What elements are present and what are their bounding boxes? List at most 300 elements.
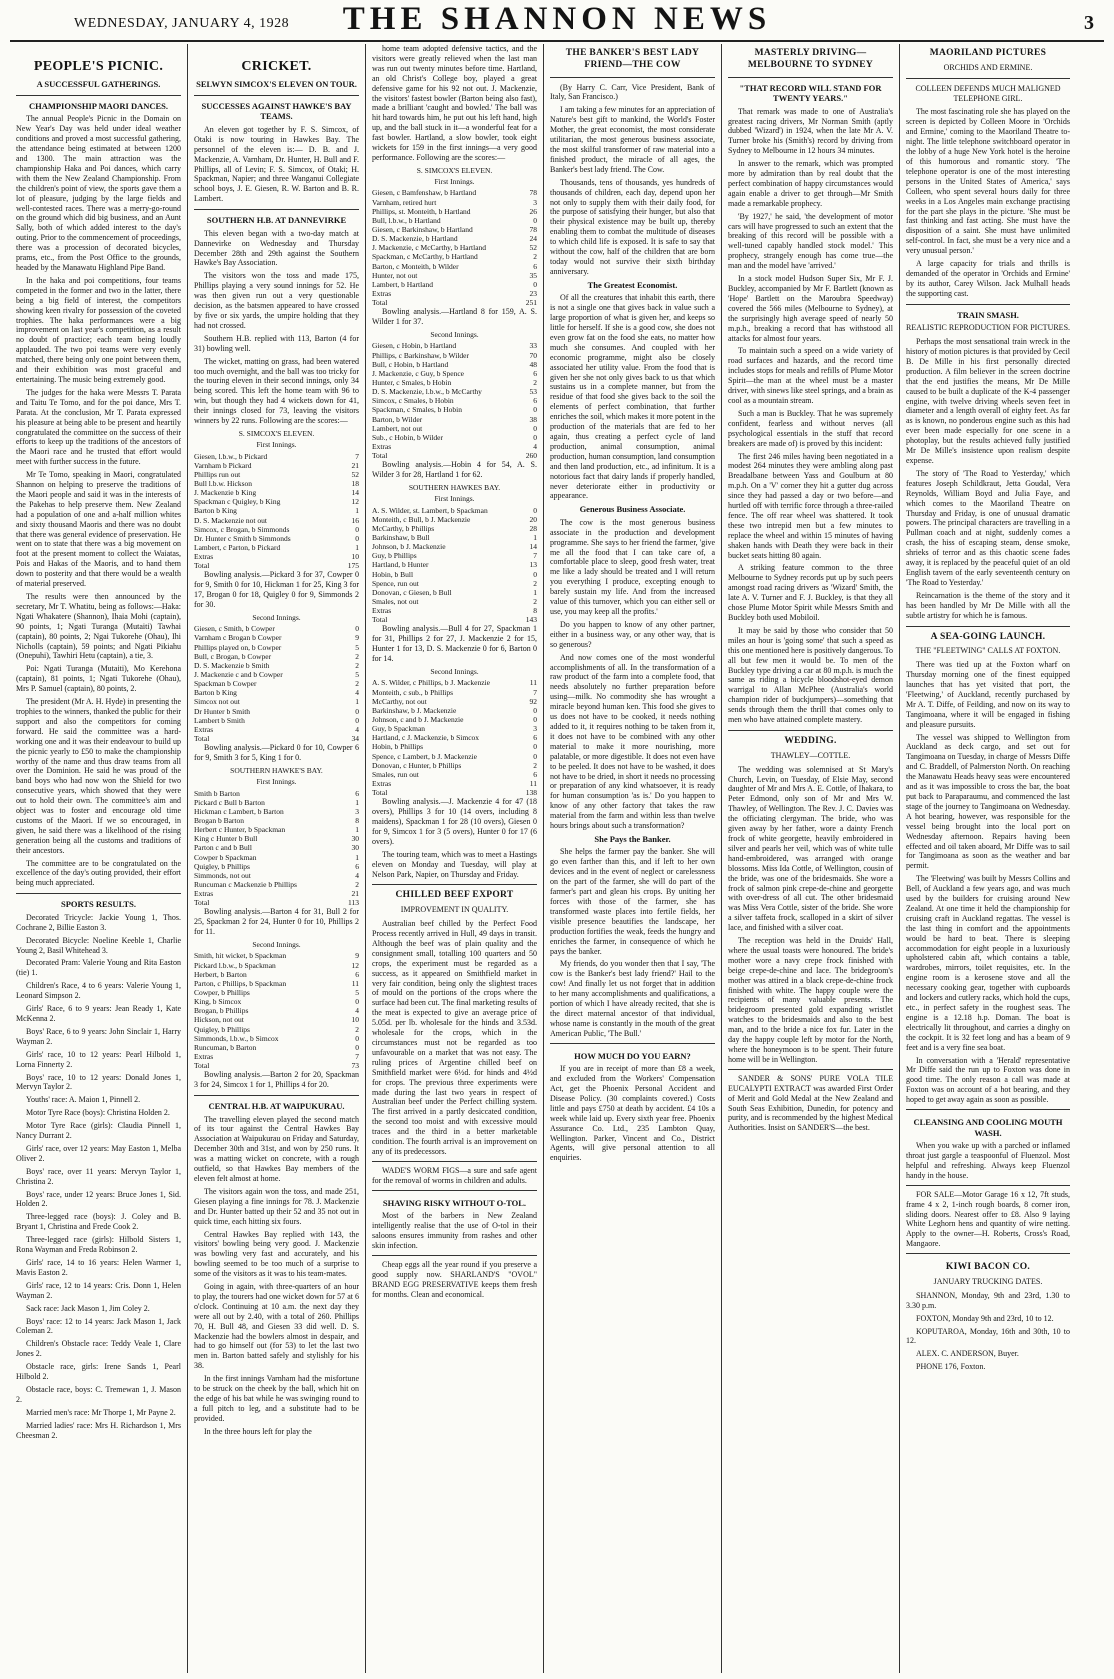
runs: 0: [533, 423, 537, 433]
runs: 73: [351, 1061, 359, 1071]
runs: 7: [533, 687, 537, 697]
innings-heading: Second Innings.: [430, 330, 479, 340]
paragraph: She helps the farmer pay the banker. She will go even farther than this, and if left to her own devices and in the event of neglect or carelessness on the part of the farmer, she will do part of the farmer's part and glean his crops. By uniting her forces with those of the farmer, she has transformed waste places into fertile fields, her visible presence beautifies the landscape, her production fortifies the weak, feeds the hungry and enriches the farmer, in consequence of which he pays the banker.: [550, 847, 715, 956]
paragraph: The travelling eleven played the second match of its tour against the Central Hawkes Bay Association at Waipukurau on Friday and Saturday, December 30th and 31st, and won by 250 runs. It was a matting wicket on concrete, with a rough outfield, so that Hawkes Bay members of the eleven felt almost at home.: [194, 1114, 359, 1183]
batsman: Total: [372, 451, 388, 461]
runs: 4: [355, 724, 359, 734]
bowling-analysis: Bowling analysis.—Pickard 0 for 10, Cowper 6 for 9, Smith 3 for 5, King 1 for 0.: [194, 743, 359, 763]
batsman: Runcuman c Mackenzie b Phillips: [194, 879, 297, 889]
column-3: [365, 44, 543, 1673]
batsman: Giesen, c Hobin, b Hartland: [372, 341, 457, 351]
runs: 26: [529, 206, 537, 216]
batsman: Simcox, c Brogan, b Simmonds: [194, 524, 290, 534]
paragraph: In the haka and poi competitions, four teams competed in the former and two in the latter, there being a big field of interest, the competitors showing keen rivalry for possession of the coveted trophies. The haka performances were a big improvement on last year's competition, as a result no doubt of practice; each team being loudly applauded. The two poi teams were very evenly matched, there being only one point between them, and their exhibition was most graceful and entertaining. The music being extremely good.: [16, 275, 181, 384]
runs: 4: [533, 441, 537, 451]
runs: 1: [355, 542, 359, 552]
divider: [550, 77, 715, 78]
score-line: [194, 688, 359, 697]
paragraph: I am taking a few minutes for an appreciation of Nature's best gift to mankind, the World's Foster Mother, the great economist, the most considerate utilitarian, the most generous business associate, the most skilful transformer of raw material into a finished product, the miracle of all ages, the Banker's best lady friend. The Cow.: [550, 105, 715, 174]
batsman: Lambert, not out: [372, 423, 423, 433]
batsman: Lambert, b Hartland: [372, 279, 434, 289]
score-line: [194, 1052, 359, 1061]
team-heading: S. SIMCOX'S ELEVEN.: [416, 165, 493, 175]
headline-bankers-best-friend: THE BANKER'S BEST LADY FRIEND—THE COW: [565, 48, 700, 70]
runs: 0: [355, 533, 359, 543]
score-line: [194, 652, 359, 661]
bowling-analysis: Bowling analysis.—Pickard 3 for 37, Cowper 0 for 9, Smith 0 for 10, Hickman 1 for 25, King 3 for 17, Brogan 0 for 18, Quigley 0 for 9, Simmonds 2 for 30.: [194, 570, 359, 610]
runs: 138: [525, 788, 537, 798]
paragraph: Such a man is Buckley. That he was supremely confident, fearless and without nerves (all psychological essentials in the stuff that record breakers are made of) is proved by this incident:: [728, 408, 893, 448]
paragraph: To maintain such a speed on a wide variety of road surfaces and hazards, and the record time includes stops for meals and refills of Plume Motor Spirit—the man at the wheel must be a master driver, with sinews like steel springs, and a brain as cool as a mountain stream.: [728, 346, 893, 405]
runs: 52: [351, 469, 359, 479]
runs: 2: [533, 597, 537, 607]
paragraph: In answer to the remark, which was prompted more by admiration than by real doubt that the perfect combination of happy circumstances would again enable a driver to get through—Mr Smith made a remarkable prophecy.: [728, 159, 893, 208]
score-line: [194, 997, 359, 1006]
scorecard-chb-first: [372, 506, 537, 625]
score-line: [194, 853, 359, 862]
runs: 6: [355, 788, 359, 798]
paragraph: In the first innings Varnham had the misfortune to be struck on the cheek by the ball, which hit on the edge of his bat while he was swinging round to a full pitch to leg, and a substitute had to be provided.: [194, 1374, 359, 1423]
scorecard-simcox-first: [372, 188, 537, 307]
headline-train-smash: TRAIN SMASH.: [957, 309, 1019, 320]
runs: 24: [529, 234, 537, 244]
score-line: [372, 280, 537, 289]
score-total: [194, 898, 359, 907]
runs: 251: [525, 298, 537, 308]
column-5: [721, 44, 899, 1673]
runs: 0: [533, 505, 537, 515]
runs: 143: [525, 615, 537, 625]
score-line: [372, 733, 537, 742]
scorecard-simcox-first: [194, 452, 359, 571]
batsman: Herbert c Hunter, b Spackman: [194, 825, 286, 835]
score-line: [194, 552, 359, 561]
batsman: Simcox, c Smales, b Hobin: [372, 396, 454, 406]
batsman: Quigley, b Phillips: [194, 861, 250, 871]
paragraph: The first 246 miles having been negotiated in a modest 264 minutes they were ambling along past Breadalbane between Yass and Goulburn at 80 m.p.h. On a 'V' corner they hit a gutter dug across since they had passed a day or two before—and hurtled off with terrific force through a three-railed fence. The off rear wheel was shattered. It took these two intrepid men but a few minutes to replace the wheel and within 15 minutes of having shaken hands with Death they were back in their bucket seats hitting 80 again.: [728, 451, 893, 560]
batsman: J. Mackenzie b King: [194, 488, 257, 498]
score-line: [372, 706, 537, 715]
runs: 10: [351, 552, 359, 562]
ad-phoenix-assurance: [550, 1043, 715, 1164]
score-line: [372, 198, 537, 207]
score-line: [194, 862, 359, 871]
innings-heading: First Innings.: [256, 777, 297, 787]
bowling-analysis: Bowling analysis.—J. Mackenzie 4 for 47 (18 overs), Phillips 3 for 10 (14 overs, including 8 maidens), Spackman 1 for 28 (10 overs), Giesen 0 for 9, Simcox 1 for 3 (5 overs), Hunter 0 for 17 (6 overs).: [372, 797, 537, 846]
runs: 0: [355, 524, 359, 534]
runs: 11: [351, 978, 359, 988]
paragraph: The most fascinating role she has played on the screen is depicted by Colleen Moore in 'Orchids and Ermine,' coming to the Maoriland Theatre to-night. The little telephone switchboard operator in the lobby of a huge New York hotel is the heroine of this humorous and romantic story. 'The telephone operator is one of the most interesting persons in the United States of America,' says Colleen, who spent several hours daily for three weeks in a Los Angeles main exchange practising for the part she plays in the picture. 'She must be fast thinking and fast acting. She must have the disposition of a saint. She must have unlimited self-control. In fact, she must be a very nice and a very unusual person.': [906, 107, 1070, 256]
batsman: D. S. Mackenzie, l.b.w., b McCarthy: [372, 387, 482, 397]
cow-article: [550, 105, 715, 276]
batsman: Varnham, retired hurt: [372, 197, 437, 207]
score-line: [372, 588, 537, 597]
paragraph: The committee are to be congratulated on the excellence of the day's outing provided, their effort being much appreciated.: [16, 858, 181, 888]
runs: 30: [351, 834, 359, 844]
runs: 0: [533, 569, 537, 579]
runs: 78: [529, 225, 537, 235]
divider: [16, 95, 181, 96]
batsman: King, b Simcox: [194, 997, 242, 1007]
paragraph: The president (Mr A. H. Hyde) in presenting the trophies to the winners, thanked the public for their support and also the competitors for coming forward. He said the committee was a hard-working one and it was their endeavour to build up the picnic yearly to £50 to make the championship worthy of the name and thus draw teams from all over the Dominion. He said he was proud of the band boys who had now won the Shield for two consecutive years, which showed that they were out to hold their own. The committee's aim and object was to foster and encourage old time customs of the Maori. If we so encouraged, in given, he said there was a likelihood of the rising generation being all the customs and traditions of their ancestors.: [16, 697, 181, 855]
subhead-business-associate: Generous Business Associate.: [579, 504, 686, 515]
result-item: Boys' race, 10 to 12 years: Donald Jones 1, Mervyn Taylor 2.: [16, 1072, 181, 1092]
paragraph: That remark was made to one of Australia's greatest racing drivers, Mr Norman Smith (aptly dubbed 'Wizard') in 1924, when the late Mr A. V. Turner broke his (Smith's) record by driving from Sydney to Melbourne in 12 hours 34 minutes.: [728, 106, 893, 156]
score-line: [372, 678, 537, 687]
article-body-picnic: [16, 114, 181, 888]
paragraph: The reception was held in the Druids' Hall, where the usual toasts were honoured. The bride's mother wore a navy crepe frock finished with beige crepe-de-chine and lace. The bridegroom's mother was attired in a black crepe-de-chine frock finished with white. The happy couple were the recipients of many valuable presents. The bridegroom presented gold expanding wristlet watches to the bridesmaids and also to the best man, and to the bride a nice fox fur. Later in the day the happy couple left by motor for the North, where the honeymoon is to be spent. Their future home will be in Wellington.: [728, 936, 893, 1064]
score-line: [372, 216, 537, 225]
batsman: Giesen, l.b.w., b Pickard: [194, 451, 268, 461]
paragraph: The results were then announced by the secretary, Mr T. Whatitu, being as follows:—Haka: Ngati Whakatere (Shannon), Ihaia Mohi (captain), 90 points, 1; Ngati Turanga (Mutaiti) Tawhai (captain), 80 points, 2; Ngai Tukorehe (Ohau), Ihi Nicholls (captain), 59 points; and Ngati Pikiahu (Onepuhi), Tawhiri Hetu (captain), a tie, 3.: [16, 592, 181, 661]
beef-article: [372, 919, 537, 1157]
bowling-analysis: Bowling analysis.—Barton 4 for 31, Bull 2 for 25, Spackman 2 for 24, Hunter 0 for 10, Phillips 2 for 11.: [194, 907, 359, 937]
score-line: [194, 479, 359, 488]
runs: 260: [525, 451, 537, 461]
score-line: [194, 725, 359, 734]
score-line: [372, 351, 537, 360]
deck-fleetwing: THE "FLEETWING" CALLS AT FOXTON.: [915, 646, 1061, 656]
runs: 2: [355, 679, 359, 689]
paragraph: The cow is the most generous business associate in the production and development programme. She says to her friend the farmer, 'give me all the food that I can take care of, a comfortable place to sleep, good fresh water, treat me like a lady should be treated and I will return you everything I produce, excepting enough to barely sustain my life. And from the increased value of this turnover, which you can either sell or use, you may keep all the profits.': [550, 517, 715, 616]
batsman: Bull, c Hobin, b Hartland: [372, 359, 449, 369]
headline-masterly-driving: MASTERLY DRIVING—MELBOURNE TO SYDNEY: [747, 48, 874, 70]
batsman: Giesen, c Barkinshaw, b Hartland: [372, 225, 473, 235]
ad-text: FOR SALE—Motor Garage 16 x 12, 7ft studs, frame 4 x 2, 1-inch rough boards, 8 corner iron, sliding doors. Nearest offer to £8. Also 9 laying White Leghorn hens and quantity of wire netting. Apply to the owner—H. Roberts, Cross's Road, Mangaore.: [906, 1189, 1070, 1249]
batsman: Total: [372, 615, 388, 625]
result-item: Motor Tyre Race (girls): Claudia Pinnell 1, Nancy Durrant 2.: [16, 1121, 181, 1141]
result-item: Motor Tyre Race (boys): Christina Holden 2.: [26, 1108, 170, 1118]
runs: 6: [533, 769, 537, 779]
ad-text: Cheap eggs all the year round if you preserve a good supply now. SHARLAND'S "OVOL" BRAND EGG PRESERVATIVE keeps them fresh for months. Clean and economical.: [372, 1259, 537, 1299]
ad-heading: KIWI BACON CO.: [945, 1262, 1031, 1273]
deck-realistic-reproduction: REALISTIC REPRODUCTION FOR PICTURES.: [906, 323, 1071, 333]
batsman: Cowper b Spackman: [194, 852, 257, 862]
subhead-dannevirke: SOUTHERN H.B. AT DANNEVIRKE: [206, 215, 347, 226]
deck-colleen: COLLEEN DEFENDS MUCH MALIGNED TELEPHONE GIRL.: [915, 83, 1061, 103]
runs: 35: [529, 270, 537, 280]
ad-heading: CLEANSING AND COOLING MOUTH WASH.: [913, 1117, 1063, 1138]
batsman: D. S. Mackenzie, b Hartland: [372, 234, 458, 244]
score-line: [194, 633, 359, 642]
batsman: Barton, c Monteith, b Wilder: [372, 261, 459, 271]
ad-sanders-eucalypti: [728, 1069, 893, 1133]
runs: 2: [533, 377, 537, 387]
batsman: Sub., c Hobin, b Wilder: [372, 432, 444, 442]
result-item: Youths' race: A. Maion 1, Pinnell 2.: [26, 1095, 141, 1105]
divider: [906, 78, 1070, 79]
score-line: [194, 1034, 359, 1043]
score-line: [194, 825, 359, 834]
batsman: Simcox not out: [194, 697, 240, 707]
batsman: J. Mackenzie, c McCarthy, b Hartland: [372, 243, 487, 253]
paragraph: The wedding was solemnised at St Mary's Church, Levin, on Tuesday, of Elsie May, second daughter of Mr and Mrs A. E. Cottle, of Ihakara, to Peter Edmond, only son of Mr and Mrs W. Thawley, of Wellington. The Rev. J. C. Davies was the officiating clergyman. The bride, who was given away by her father, wore a dainty French frock of white georgette, heavily embroidered in silver and pearls her veil, which was of white tulle hand-embroidered, was arranged with orange blossoms. Miss Ida Cottle, of Wellington, cousin of the bride, was one of the bridesmaids. She wore a frock of salmon pink crepe-de-chine and georgette with over-dress of all cut. The other bridesmaid was Miss Vera Cottle, sister of the bride. She wore a silver taffeta frock, scalloped in a skirt of silver lace, and finished with a silver coat.: [728, 764, 893, 933]
runs: 1: [533, 533, 537, 543]
batsman: Phillips played on, b Cowper: [194, 642, 282, 652]
subhead-waipukurau: CENTRAL H.B. AT WAIPUKURAU.: [208, 1101, 345, 1112]
ad-ovol: [372, 1255, 537, 1300]
batsman: Bull, l.b.w., b Hartland: [372, 215, 441, 225]
deck-quality: IMPROVEMENT IN QUALITY.: [400, 905, 509, 915]
runs: 1: [355, 797, 359, 807]
runs: 0: [533, 751, 537, 761]
score-line: [372, 207, 537, 216]
score-line: [194, 979, 359, 988]
economist-section: [550, 293, 715, 501]
scorecard-shb-second: [194, 951, 359, 1070]
runs: 11: [529, 678, 537, 688]
score-line: [372, 506, 537, 515]
score-line: [372, 225, 537, 234]
score-line: [372, 341, 537, 350]
runs: 6: [533, 396, 537, 406]
runs: 0: [355, 715, 359, 725]
batsman: J. Mackenzie, c Guy, b Spence: [372, 368, 464, 378]
trucking-line: PHONE 176, Foxton.: [916, 1362, 986, 1372]
score-line: [194, 816, 359, 825]
scorecard-simcox-second: [372, 341, 537, 460]
runs: 12: [351, 497, 359, 507]
batsman: Spackman b Cowper: [194, 679, 257, 689]
batsman: Hobin, b Bull: [372, 569, 414, 579]
runs: 0: [533, 215, 537, 225]
batsman: Smales, not out: [372, 597, 419, 607]
score-line: [372, 442, 537, 451]
runs: 6: [355, 861, 359, 871]
score-line: [194, 807, 359, 816]
runs: 14: [529, 542, 537, 552]
runs: 52: [529, 243, 537, 253]
batsman: Quigley, b Phillips: [194, 1024, 250, 1034]
runs: 10: [351, 1015, 359, 1025]
score-line: [372, 424, 537, 433]
innings-heading: Second Innings.: [430, 667, 479, 677]
runs: 9: [355, 951, 359, 961]
batsman: Guy, b Spackman: [372, 724, 426, 734]
batsman: Donovan, c Hunter, b Phillips: [372, 760, 462, 770]
innings-heading: Second Innings.: [252, 613, 301, 622]
headline-sea-going-launch: A SEA-GOING LAUNCH.: [930, 631, 1046, 642]
cricket-closing: The touring team, which was to meet a Hastings eleven on Monday and Tuesday, will play at Nelson Park, Napier, on Thursday and Friday.: [372, 849, 537, 879]
score-line: [372, 606, 537, 615]
paragraph: There was tied up at the Foxton wharf on Thursday morning one of the finest equipped launches that has yet visited that port, the 'Fleetwing,' of Auckland, recently purchased by Mr A. T. Diffe, of Feilding, and now on its way to Tangimoana, where it will be engaged in fishing and pleasure pursuits.: [906, 660, 1070, 729]
cricket-continued: home team adopted defensive tactics, and the visitors were greatly relieved when the last man was run out twenty minutes before time. Hartland, an old Christ's College boy, played a great defensive game for his 92 not out. J. Mackenzie, the visitors' fastest bowler (Barton being also fast), made a brilliant 'caught and bowled.' The ball was hit hard towards him, he put out his left hand, high up, and the ball stuck in it—a wonderful feat for a fast bowler. Hartland, a slow bowler, took eight wickets for 159 in the first innings—a very good performance. Following are the scores:—: [372, 44, 537, 162]
headline-cricket: CRICKET.: [241, 59, 312, 74]
batsman: Hickman c Lambert, b Barton: [194, 806, 284, 816]
batsman: Extras: [194, 724, 214, 734]
batsman: Dr Hunter b Smith: [194, 706, 251, 716]
paragraph: In a stock model Hudson Super Six, Mr F. J. Buckley, accompanied by Mr F. Bartlett (known as 'Hope' Bartlett on the Maroubra Speedway) covered the 566 miles (Melbourne to Sydney), at the surprisingly high average speed of nearly 50 m.p.h., breaking a record that has withstood all attacks for almost four years.: [728, 274, 893, 343]
runs: 1: [355, 506, 359, 516]
runs: 4: [355, 688, 359, 698]
issue-date: WEDNESDAY, JANUARY 4, 1928: [74, 16, 290, 31]
batsman: Total: [194, 1061, 210, 1071]
column-1: [10, 44, 187, 1673]
launch-article: [906, 660, 1070, 1105]
score-line: [194, 961, 359, 970]
score-line: [372, 234, 537, 243]
batsman: Hartland, c J. Mackenzie, b Simcox: [372, 733, 480, 743]
batsman: Phillips, c Barkinshaw, b Wilder: [372, 350, 469, 360]
runs: 53: [529, 387, 537, 397]
runs: 3: [355, 806, 359, 816]
runs: 2: [355, 1024, 359, 1034]
batsman: Extras: [194, 552, 214, 562]
runs: 7: [355, 451, 359, 461]
score-line: [194, 1025, 359, 1034]
deck-selwyn-simcox: SELWYN SIMCOX'S ELEVEN ON TOUR.: [196, 79, 357, 90]
byline: (By Harry C. Carr, Vice President, Bank of Italy, San Francisco.): [550, 82, 715, 102]
score-line: [194, 643, 359, 652]
paragraph: The judges for the haka were Messrs T. Parata and Taitu Te Tomo, and for the poi dance, Mrs T. Parata. At the conclusion, Mr T. Parata expressed his pleasure at being able to be present and heartily congratulated the committee on the success of their efforts to keep up the traditions of the ancestors of the Maori race and he trusted that effort would meet with further success in the future.: [16, 387, 181, 467]
score-line: [372, 579, 537, 588]
batsman: Barton, b Wilder: [372, 414, 423, 424]
runs: 0: [533, 279, 537, 289]
deck-successful-gatherings: A SUCCESSFUL GATHERINGS.: [36, 79, 161, 90]
runs: 0: [533, 405, 537, 415]
runs: 2: [533, 760, 537, 770]
score-line: [194, 1006, 359, 1015]
result-item: Married ladies' race: Mrs H. Richardson 1, Mrs Cheesman 2.: [16, 1420, 181, 1440]
scorecard-shb-first: [194, 789, 359, 908]
runs: 1: [533, 587, 537, 597]
ad-text: SANDER & SONS' PURE VOLA TILE EUCALYPTI EXTRACT was awarded First Order of Merit and Gold Medal at the New Zealand and South Seas Exhibition, Dunedin, for potency and purity, and is recommended by the highest Medical Authorities. Insist on SANDER'S—the best.: [728, 1073, 893, 1133]
paragraph: 'By 1927,' he said, 'the development of motor cars will have progressed to such an extent that the breaking of this record will be possible with a well-tuned capably handled stock model.' This prophecy, strangely enough has come true—the man and the model have 'arrived.': [728, 211, 893, 271]
sports-results-list: [16, 913, 181, 1441]
runs: 21: [351, 460, 359, 470]
score-line: [372, 570, 537, 579]
score-line: [194, 488, 359, 497]
batsman: Barton b King: [194, 506, 237, 516]
batsman: D. S. Mackenzie not out: [194, 515, 267, 525]
subhead-economist: The Greatest Economist.: [587, 279, 678, 290]
score-line: [372, 271, 537, 280]
batsman: A. S. Wilder, st. Lambert, b Spackman: [372, 505, 488, 515]
headline-maoriland-pictures: MAORILAND PICTURES: [929, 48, 1047, 58]
score-line: [372, 188, 537, 197]
runs: 6: [533, 368, 537, 378]
paragraph: The vessel was shipped to Wellington from Auckland as deck cargo, and set out for Tangimoana on Tuesday, in charge of Messrs Diffe and C. Braddell, of Palmerston North. On reaching the Manawatu Heads heavy seas were encountered and as it was impossible to cross the bar, the boat put back to Paraparaumu, and commenced the last stage of the journey to Tangimoana on Wednesday. A hot bearing, however, was responsible for the vessel being brought into the local port on Wednesday afternoon. Repairs having been effected and oil taken aboard, Mr Diffe was to sail for Tangimoana as soon as the weather and bar permit.: [906, 732, 1070, 871]
batsman: King c Hunter b Bull: [194, 834, 258, 844]
score-line: [194, 988, 359, 997]
score-line: [372, 597, 537, 606]
paragraph: A striking feature common to the three Melbourne to Sydney records put up by such peers amongst road racing drivers as 'Wizard' Smith, the late A. V. Turner and F. J. Buckley, is that they all chose Plume Motor Spirit while Messrs Smith and Buckley both used Mobiloil.: [728, 563, 893, 622]
newspaper-title: THE SHANNON NEWS: [342, 1, 772, 37]
column-6: [899, 44, 1076, 1673]
runs: 33: [529, 341, 537, 351]
result-item: Girls' race, over 12 years: May Easton 1, Melba Oliver 2.: [16, 1143, 181, 1163]
score-total: [372, 788, 537, 797]
score-line: [194, 543, 359, 552]
runs: 0: [355, 997, 359, 1007]
score-line: [194, 707, 359, 716]
batsman: Barkinshaw, b Bull: [372, 533, 430, 543]
headline-wedding: WEDDING.: [784, 735, 837, 746]
pays-banker-section: [550, 847, 715, 1038]
team-heading: SOUTHERN HAWKES BAY.: [408, 483, 501, 493]
batsman: Hunter, not out: [372, 270, 418, 280]
bowling-analysis: Bowling analysis.—Hobin 4 for 54, A. S. Wilder 3 for 28, Hartland 1 for 62.: [372, 460, 537, 480]
batsman: D. S. Mackenzie b Smith: [194, 660, 270, 670]
batsman: Varnham c Brogan b Cowper: [194, 633, 282, 643]
batsman: Giesen, c Bamfenshaw, b Hartland: [372, 188, 477, 198]
paragraph: My friends, do you wonder then that I say, 'The cow is the Banker's best lady friend?' Hail to the cow! And finally let us not forget that in addition to her many accomplishments and qualifications, a portion of which I have already recited, that she is the direct maternal ancestor of that individual, whose name is constantly in the mouth of the great American Public, 'The Bull.': [550, 959, 715, 1038]
page-number: 3: [1084, 12, 1094, 34]
headline-peoples-picnic: PEOPLE'S PICNIC.: [33, 59, 164, 74]
score-total: [372, 615, 537, 624]
columns: [10, 44, 1104, 1673]
score-line: [372, 697, 537, 706]
result-item: Boys' Race, 6 to 9 years: John Sinclair 1, Harry Wayman 2.: [16, 1026, 181, 1046]
result-item: Decorated Tricycle: Jackie Young 1, Thos. Cochrane 2, Billie Easton 3.: [16, 912, 181, 932]
runs: 92: [529, 696, 537, 706]
batsman: Phillips run out: [194, 469, 241, 479]
runs: 2: [533, 578, 537, 588]
batsman: Hunter, c Smales, b Hobin: [372, 377, 452, 387]
ad-o-tol: [372, 1190, 537, 1251]
bowling-analysis: Bowling analysis.—Barton 2 for 20, Spackman 3 for 24, Simcox 1 for 1, Phillips 4 for 20.: [194, 1070, 359, 1090]
batsman: Herbert, b Barton: [194, 969, 247, 979]
batsman: Spackman, c McCarthy, b Hartland: [372, 252, 478, 262]
batsman: Cowper, b Phillips: [194, 987, 250, 997]
dannevirke-report: [194, 229, 359, 426]
score-line: [372, 252, 537, 261]
result-item: Three-legged race (girls): Hilbold Sisters 1, Rona Wayman and Freda Robinson 2.: [16, 1235, 181, 1255]
paragraph: This eleven began with a two-day match at Dannevirke on Wednesday and Thursday December 28th and 29th against the Southern Hawke's Bay Association.: [194, 228, 359, 268]
batsman: Simmonds, not out: [194, 870, 251, 880]
paragraph: The visitors won the toss and made 175, Phillips playing a very sound innings for 52. He was then given run out a very questionable decision, as the batsmen appeared to have crossed by five or six yards, the umpire holding that they had not crossed.: [194, 271, 359, 330]
score-line: [194, 506, 359, 515]
score-line: [194, 843, 359, 852]
score-line: [194, 534, 359, 543]
score-line: [372, 243, 537, 252]
column-2: [187, 44, 365, 1673]
runs: 0: [533, 714, 537, 724]
ad-text: If you are in receipt of more than £8 a week, and excluded from the Workers' Compensation Act, get the Phoenix Personal Accident and Disease Policy. (30 complaints covered.) Costs little and pays £750 at death by accident. £4 10s a week while laid up. Every sixth year free. Phoenix Assurance Co. Ltd., 235 Lambton Quay, Wellington. Parker, Vincent and Co., District Agents, will give personal attention to all enquiries.: [550, 1064, 715, 1163]
innings-heading: First Innings.: [256, 440, 297, 450]
bowling-analysis: Bowling analysis.—Bull 4 for 27, Spackman 1 for 31, Phillips 2 for 27, J. Mackenzie 2 for 15, Hunter 1 for 13, D. S. Mackenzie 0 for 6, Barton 0 for 14.: [372, 624, 537, 664]
runs: 3: [533, 197, 537, 207]
runs: 11: [529, 778, 537, 788]
score-total: [194, 561, 359, 570]
ad-fluenzol: [906, 1109, 1070, 1181]
runs: 2: [355, 660, 359, 670]
score-total: [372, 298, 537, 307]
batsman: Hobin, b Phillips: [372, 742, 424, 752]
headline-sports-results: SPORTS RESULTS.: [61, 899, 136, 910]
runs: 8: [533, 606, 537, 616]
score-line: [372, 360, 537, 369]
batsman: Extras: [372, 289, 392, 299]
score-total: [194, 734, 359, 743]
wedding-article: [728, 765, 893, 1065]
paragraph: In the three hours left for play the: [204, 1426, 312, 1436]
runs: 23: [529, 289, 537, 299]
batsman: Parton c and b Bull: [194, 843, 252, 853]
runs: 0: [355, 624, 359, 634]
runs: 1: [355, 697, 359, 707]
business-associate-section: [550, 518, 715, 831]
score-line: [372, 742, 537, 751]
batsman: Barkinshaw, b J. Mackenzie: [372, 705, 457, 715]
divider: [16, 893, 181, 894]
runs: 5: [355, 670, 359, 679]
batsman: Barton b King: [194, 688, 237, 698]
runs: 16: [351, 515, 359, 525]
score-line: [372, 415, 537, 424]
score-line: [194, 789, 359, 798]
score-line: [372, 779, 537, 788]
